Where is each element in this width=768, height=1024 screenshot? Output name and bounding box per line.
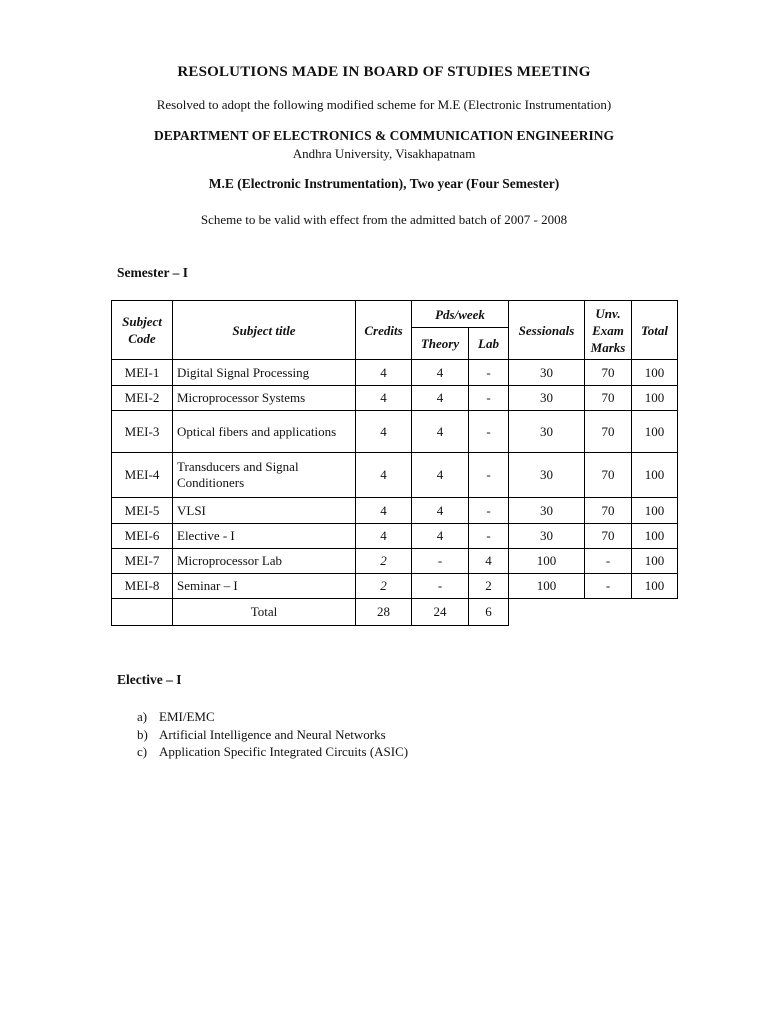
cell-subject-code: MEI-8: [112, 574, 173, 599]
cell-subject-code: MEI-2: [112, 386, 173, 411]
cell-exam-marks: 70: [585, 411, 632, 453]
cell-subject-title: VLSI: [173, 498, 356, 524]
list-marker: c): [137, 744, 148, 759]
table-row: [112, 549, 678, 574]
cell-subject-title: Seminar – I: [173, 574, 356, 599]
cell-lab: -: [469, 386, 509, 411]
cell-lab: -: [469, 524, 509, 549]
cell-subject-title: Microprocessor Systems: [173, 386, 356, 411]
table-row: [112, 574, 678, 599]
list-item: [137, 743, 408, 761]
cell-lab: -: [469, 498, 509, 524]
list-item: [137, 726, 408, 744]
cell-theory: -: [412, 574, 469, 599]
list-marker: b): [137, 726, 148, 742]
header-sessionals: Sessionals: [509, 301, 585, 360]
cell-credits: 4: [356, 524, 412, 549]
cell-sessionals: 30: [509, 411, 585, 453]
cell-total-lab: 6: [469, 599, 509, 626]
cell-total-label: Total: [173, 599, 356, 626]
cell-lab: -: [469, 360, 509, 386]
resolution-text: Resolved to adopt the following modified scheme for M.E (Electronic Instrumentation): [156, 97, 612, 112]
cell-exam-marks: -: [585, 549, 632, 574]
cell-exam-marks: 70: [585, 360, 632, 386]
cell-subject-title: Optical fibers and applications: [173, 411, 356, 453]
list-text: Artificial Intelligence and Neural Networks: [159, 726, 386, 742]
cell-subject-title: Elective - I: [173, 524, 356, 549]
cell-credits: 2: [356, 574, 412, 599]
elective-list: [137, 708, 408, 761]
table-row: [112, 498, 678, 524]
cell-theory: 4: [412, 453, 469, 498]
cell-subject-code: MEI-7: [112, 549, 173, 574]
program-title: M.E (Electronic Instrumentation), Two year (Four Semester): [208, 176, 560, 191]
cell-credits: 4: [356, 360, 412, 386]
scheme-validity: Scheme to be valid with effect from the admitted batch of 2007 - 2008: [200, 212, 568, 227]
cell-total: 100: [632, 453, 678, 498]
header-exam-marks: Unv. Exam Marks: [585, 301, 632, 360]
table-row: [112, 524, 678, 549]
table-row: [112, 411, 678, 453]
cell-total: 100: [632, 360, 678, 386]
cell-theory: -: [412, 549, 469, 574]
cell-empty: [632, 599, 678, 626]
cell-exam-marks: -: [585, 574, 632, 599]
cell-theory: 4: [412, 524, 469, 549]
totals-row: [112, 599, 678, 626]
cell-total: 100: [632, 549, 678, 574]
cell-blank: [112, 599, 173, 626]
cell-total: 100: [632, 386, 678, 411]
cell-subject-code: MEI-5: [112, 498, 173, 524]
document-title: RESOLUTIONS MADE IN BOARD OF STUDIES MEETING: [177, 64, 591, 80]
header-total: Total: [632, 301, 678, 360]
header-pds-week: Pds/week: [412, 301, 509, 328]
cell-credits: 4: [356, 386, 412, 411]
cell-sessionals: 30: [509, 386, 585, 411]
cell-total: 100: [632, 411, 678, 453]
cell-total: 100: [632, 524, 678, 549]
cell-total: 100: [632, 574, 678, 599]
cell-sessionals: 30: [509, 453, 585, 498]
cell-theory: 4: [412, 411, 469, 453]
cell-credits: 4: [356, 411, 412, 453]
list-text: Application Specific Integrated Circuits (ASIC): [159, 744, 409, 759]
cell-credits: 4: [356, 498, 412, 524]
header-subject-title: Subject title: [173, 301, 356, 360]
header-subject-code: Subject Code: [112, 301, 173, 360]
cell-theory: 4: [412, 360, 469, 386]
department-name: DEPARTMENT OF ELECTRONICS & COMMUNICATION ENGINEERING: [154, 128, 614, 143]
cell-subject-code: MEI-6: [112, 524, 173, 549]
cell-subject-code: MEI-3: [112, 411, 173, 453]
cell-exam-marks: 70: [585, 453, 632, 498]
list-item: [137, 708, 408, 726]
cell-exam-marks: 70: [585, 386, 632, 411]
semester-table: [111, 300, 678, 626]
cell-subject-code: MEI-1: [112, 360, 173, 386]
cell-total-credits: 28: [356, 599, 412, 626]
semester-heading: Semester – I: [117, 265, 188, 280]
header-lab: Lab: [469, 328, 509, 360]
cell-sessionals: 30: [509, 498, 585, 524]
cell-subject-title: Transducers and Signal Conditioners: [173, 453, 356, 498]
list-marker: a): [137, 709, 148, 724]
table-row: [112, 453, 678, 498]
cell-empty: [585, 599, 632, 626]
list-text: EMI/EMC: [159, 709, 215, 724]
cell-exam-marks: 70: [585, 498, 632, 524]
table-row: [112, 360, 678, 386]
cell-lab: -: [469, 411, 509, 453]
table-row: [112, 386, 678, 411]
elective-heading: Elective – I: [117, 672, 182, 687]
cell-total: 100: [632, 498, 678, 524]
cell-sessionals: 30: [509, 360, 585, 386]
cell-subject-title: Digital Signal Processing: [173, 360, 356, 386]
cell-exam-marks: 70: [585, 524, 632, 549]
cell-lab: 2: [469, 574, 509, 599]
cell-subject-title: Microprocessor Lab: [173, 549, 356, 574]
cell-sessionals: 100: [509, 549, 585, 574]
cell-lab: -: [469, 453, 509, 498]
cell-sessionals: 100: [509, 574, 585, 599]
cell-lab: 4: [469, 549, 509, 574]
university-name: Andhra University, Visakhapatnam: [292, 146, 476, 161]
cell-empty: [509, 599, 585, 626]
header-theory: Theory: [412, 328, 469, 360]
header-credits: Credits: [356, 301, 412, 360]
cell-sessionals: 30: [509, 524, 585, 549]
cell-theory: 4: [412, 498, 469, 524]
cell-theory: 4: [412, 386, 469, 411]
cell-total-theory: 24: [412, 599, 469, 626]
cell-credits: 2: [356, 549, 412, 574]
cell-credits: 4: [356, 453, 412, 498]
cell-subject-code: MEI-4: [112, 453, 173, 498]
